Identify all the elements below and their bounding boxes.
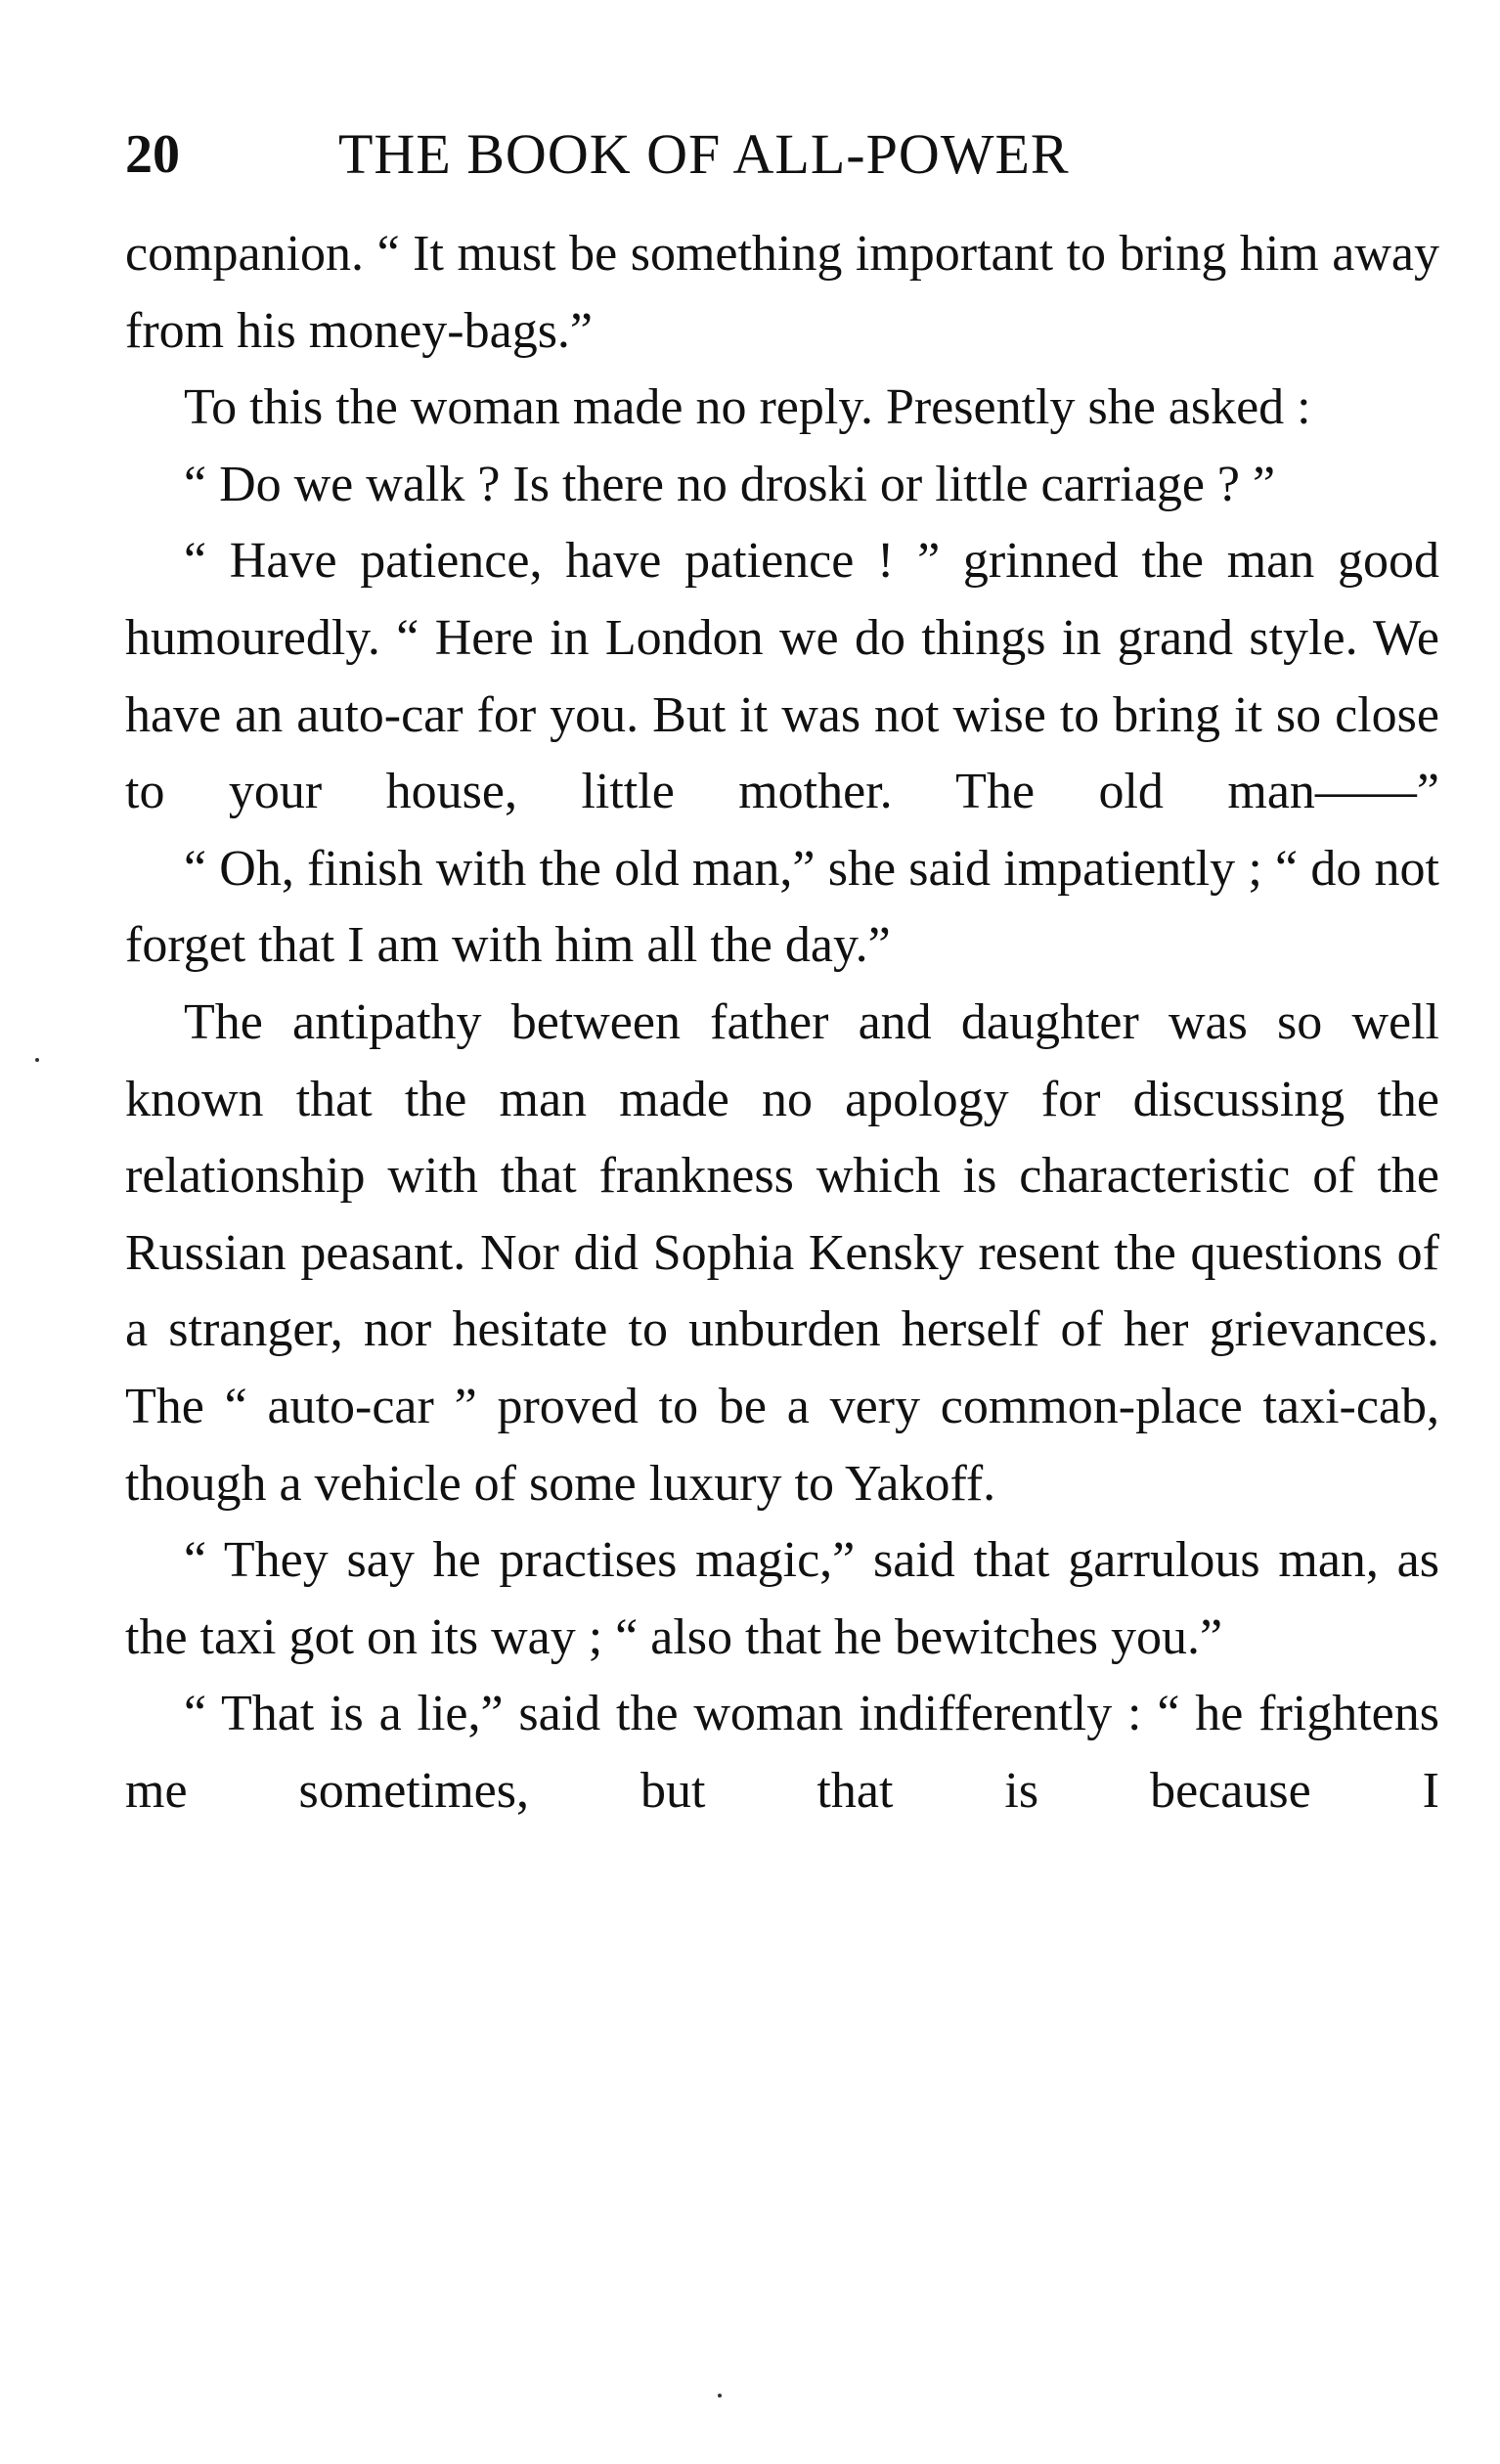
body-text bbox=[125, 216, 1439, 1829]
paragraph: “ They say he practises magic,” said that garrulous man, as the taxi got on its way ; “ also that he bewitches you.” bbox=[125, 1532, 1439, 1665]
running-title: THE BOOK OF ALL-POWER bbox=[338, 122, 1070, 186]
paragraph: The antipathy between father and daughter was so well known that the man made no apology for discussing the relationship with that frankness which is characteristic of the Russian peasant. Nor did Sophia Kensky resent the questions of a stranger, nor hesitate to unburden herself of her grievances. The “ auto-car ” proved to be a very common-place taxi-cab, though a vehicle of some luxury to Yakoff. bbox=[125, 993, 1439, 1512]
paragraph: “ Do we walk ? Is there no droski or little carriage ? ” bbox=[184, 456, 1276, 512]
paragraph: companion. “ It must be something important to bring him away from his money-bags.” bbox=[125, 226, 1439, 359]
paragraph: “ That is a lie,” said the woman indifferently : “ he frightens me sometimes, but that is because I bbox=[125, 1686, 1439, 1819]
paragraph: “ Oh, finish with the old man,” she said impatiently ; “ do not forget that I am with him all the day.” bbox=[125, 840, 1439, 974]
page-header bbox=[125, 115, 1435, 194]
page-number: 20 bbox=[125, 124, 180, 185]
print-speck bbox=[718, 2394, 722, 2398]
print-speck bbox=[35, 1058, 39, 1062]
paragraph: To this the woman made no reply. Presently she asked : bbox=[184, 379, 1311, 436]
paragraph: “ Have patience, have patience ! ” grinned the man good humouredly. “ Here in London we do things in grand style. We have an auto-car for you. But it was not wise to bring it so close to your house, little mother. The old man——” bbox=[125, 533, 1439, 820]
